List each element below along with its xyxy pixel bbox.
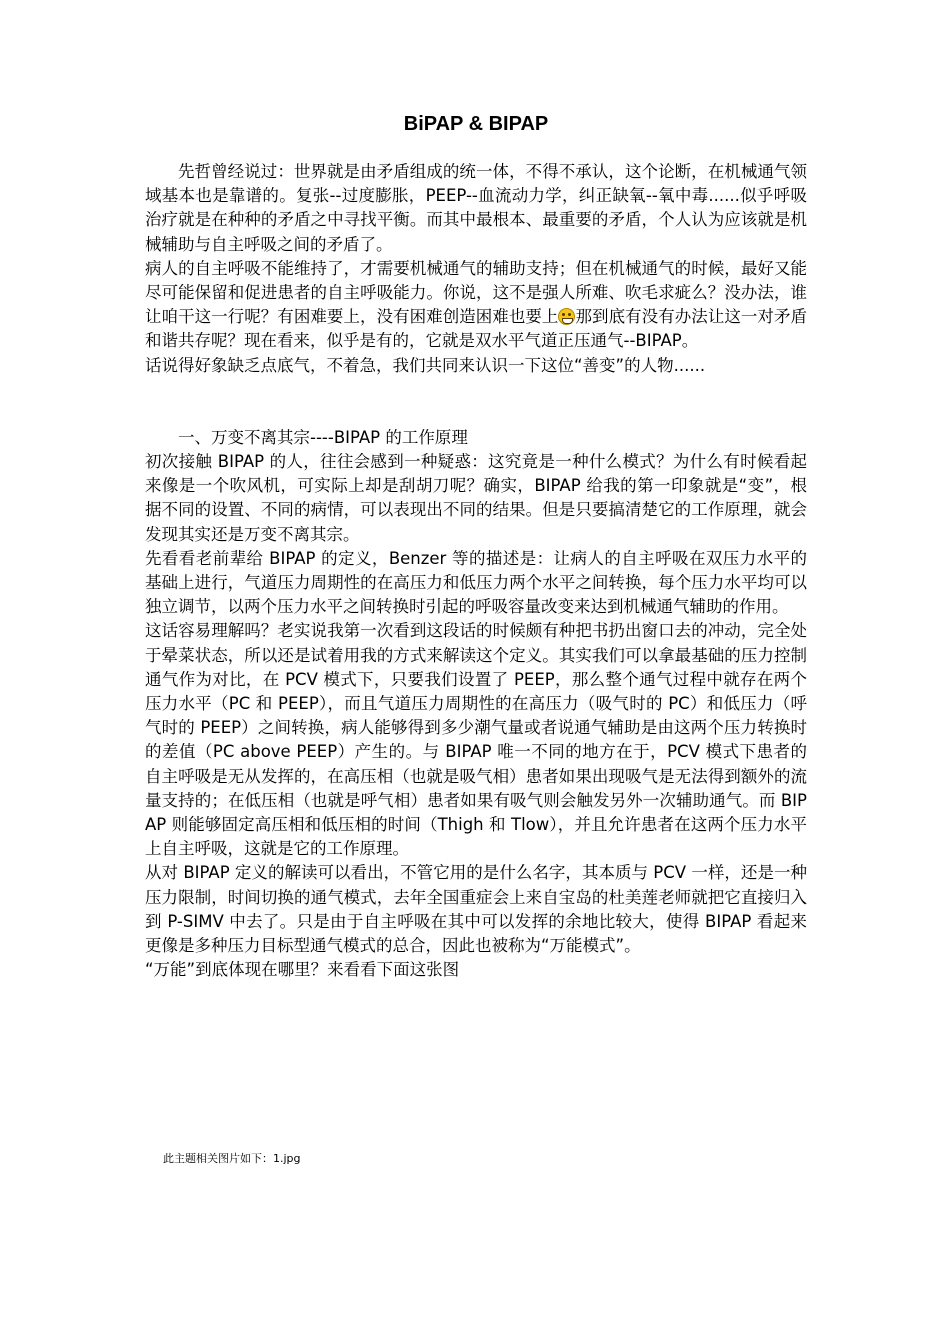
intro-paragraph-2 <box>145 257 807 354</box>
section-1-paragraph-4: 从对 BIPAP 定义的解读可以看出，不管它用的是什么名字，其本质与 PCV 一样，还是一种压力限制，时间切换的通气模式，去年全国重症会上来自宝岛的杜美莲老师就把它直接归入到 P-SIMV 中去了。只是由于自主呼吸在其中可以发挥的余地比较大，使得 BIPAP 看起来更像是多种压力目标型通气模式的总合，因此也被称为“万能模式”。 <box>145 863 807 956</box>
intro-paragraph-2-text-a: 病人的自主呼吸不能维持了，才需要机械通气的辅助支持；但在机械通气的时候，最好又能尽可能保留和促进患者的自主呼吸能力。你说，这不是强人所难、吹毛求疵么？没办法，谁让咱干这一行呢？有困难要上，没有困难创造困难也要上 <box>145 258 807 327</box>
attachment-caption: 此主题相关图片如下：1.jpg <box>163 1152 301 1165</box>
section-spacer <box>145 378 807 426</box>
section-1-heading: 一、万变不离其宗----BIPAP 的工作原理 <box>178 427 468 447</box>
section-1-paragraph-2: 先看看老前辈给 BIPAP 的定义，Benzer 等的描述是：让病人的自主呼吸在双压力水平的基础上进行，气道压力周期性的在高压力和低压力两个水平之间转换，每个压力水平均可以独立调节，以两个压力水平之间转换时引起的呼吸容量改变来达到机械通气辅助的作用。 <box>145 548 807 617</box>
document-title: BiPAP & BIPAP <box>403 113 549 135</box>
section-1-paragraph-1: 初次接触 BIPAP 的人，往往会感到一种疑惑：这究竟是一种什么模式？为什么有时候看起来像是一个吹风机，可实际上却是刮胡刀呢？确实，BIPAP 给我的第一印象就是“变”，根据不同的设置、不同的病情，可以表现出不同的结果。但是只要搞清楚它的工作原理，就会发现其实还是万变不离其宗。 <box>145 452 807 544</box>
section-1-paragraph-5: “万能”到底体现在哪里？来看看下面这张图 <box>145 960 460 980</box>
section-1-paragraph-3: 这话容易理解吗？老实说我第一次看到这段话的时候颇有种把书扔出窗口去的冲动，完全处于晕菜状态，所以还是试着用我的方式来解读这个定义。其实我们可以拿最基础的压力控制通气作为对比，在 PCV 模式下，只要我们设置了 PEEP，那么整个通气过程中就存在两个压力水平（PC 和 PEEP），而且气道压力周期性的在高压力（吸气时的 PC）和低压力（呼气时的 PEEP）之间转换，病人能够得到多少潮气量或者说通气辅助是由这两个压力转换时的差值（PC above PEEP）产生的。与 BIPAP 唯一不同的地方在于，PCV 模式下患者的自主呼吸是无从发挥的，在高压相（也就是吸气相）患者如果出现吸气是无法得到额外的流量支持的；在低压相（也就是呼气相）患者如果有吸气则会触发另外一次辅助通气。而 BIPAP 则能够固定高压相和低压相的时间（Thigh 和 Tlow），并且允许患者在这两个压力水平上自主呼吸，这就是它的工作原理。 <box>145 621 807 859</box>
intro-paragraph-3: 话说得好象缺乏点底气，不着急，我们共同来认识一下这位“善变”的人物...... <box>145 355 706 375</box>
document-page <box>145 110 807 983</box>
grin-emoji-icon <box>558 308 575 325</box>
intro-paragraph-2-text-b: 那到底有没有办法让这一对矛盾和谐共存呢？现在看来，似乎是有的，它就是双水平气道正压通气--BIPAP。 <box>145 307 808 351</box>
intro-paragraph-1: 先哲曾经说过：世界就是由矛盾组成的统一体，不得不承认，这个论断，在机械通气领域基本也是靠谱的。复张--过度膨胀，PEEP--血流动力学，纠正缺氧--氧中毒......似乎呼吸治疗就是在种种的矛盾之中寻找平衡。而其中最根本、最重要的矛盾，个人认为应该就是机械辅助与自主呼吸之间的矛盾了。 <box>145 162 807 254</box>
